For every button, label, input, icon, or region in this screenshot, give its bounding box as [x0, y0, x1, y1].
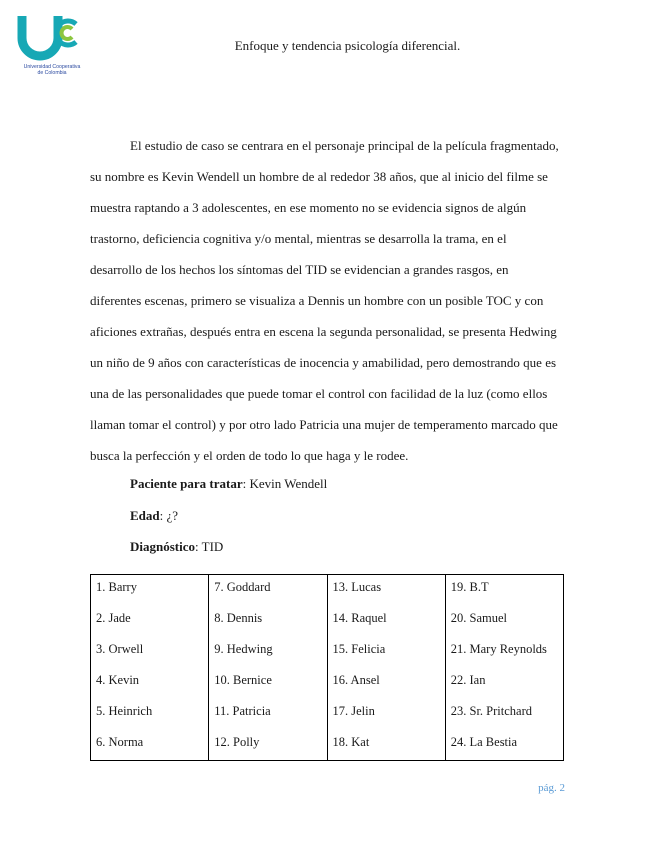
table-row	[91, 575, 564, 607]
table-cell: 6. Norma	[91, 730, 209, 761]
header-title: Enfoque y tendencia psicología diferencial.	[234, 38, 461, 53]
diagnosis-line	[130, 539, 223, 555]
table-row	[91, 606, 564, 637]
page-number: pág. 2	[538, 782, 565, 794]
table-cell: 24. La Bestia	[445, 730, 563, 761]
body-text	[90, 130, 560, 471]
diagnosis-label: Diagnóstico	[130, 539, 195, 554]
table-cell: 13. Lucas	[327, 575, 445, 607]
table-cell: 3. Orwell	[91, 637, 209, 668]
table-row	[91, 668, 564, 699]
personalities-table	[90, 574, 564, 761]
table-row	[91, 730, 564, 761]
table-cell: 17. Jelin	[327, 699, 445, 730]
table-cell: 16. Ansel	[327, 668, 445, 699]
table-cell: 15. Felicia	[327, 637, 445, 668]
table-cell: 10. Bernice	[209, 668, 327, 699]
patient-value: : Kevin Wendell	[242, 476, 328, 491]
table-cell: 22. Ian	[445, 668, 563, 699]
table-cell: 2. Jade	[91, 606, 209, 637]
age-value: : ¿?	[159, 508, 179, 523]
age-line	[130, 508, 178, 524]
patient-line	[130, 476, 327, 492]
table-cell: 20. Samuel	[445, 606, 563, 637]
diagnosis-value: : TID	[195, 539, 224, 554]
logo-caption-line2: de Colombia	[37, 70, 67, 76]
table-cell: 12. Polly	[209, 730, 327, 761]
logo-caption-line1: Universidad Cooperativa	[23, 64, 81, 70]
table-cell: 11. Patricia	[209, 699, 327, 730]
table-cell: 1. Barry	[91, 575, 209, 607]
table-row	[91, 699, 564, 730]
table-cell: 7. Goddard	[209, 575, 327, 607]
table-cell: 8. Dennis	[209, 606, 327, 637]
table-cell: 4. Kevin	[91, 668, 209, 699]
age-label: Edad	[130, 508, 160, 523]
table-cell: 21. Mary Reynolds	[445, 637, 563, 668]
table-cell: 19. B.T	[445, 575, 563, 607]
table-cell: 5. Heinrich	[91, 699, 209, 730]
table-cell: 9. Hedwing	[209, 637, 327, 668]
patient-label: Paciente para tratar	[130, 476, 243, 491]
table-cell: 14. Raquel	[327, 606, 445, 637]
table-row	[91, 637, 564, 668]
table-cell: 18. Kat	[327, 730, 445, 761]
logo-caption	[14, 64, 90, 76]
case-study-paragraph: El estudio de caso se centrara en el personaje principal de la película fragmentado, su nombre es Kevin Wendell un hombre de al rededor 38 años, que al inicio del filme se muestra raptando a 3 adolescentes, en ese momento no se evidencia signos de algún trastorno, deficiencia cognitiva y/o mental, mientras se desarrolla la trama, en el desarrollo de los hechos los síntomas del TID se evidencian a grandes rasgos, en diferentes escenas, primero se visualiza a Dennis un hombre con un posible TOC y con aficiones extrañas, después entra en escena la segunda personalidad, se presenta Hedwing un niño de 9 años con características de inocencia y amabilidad, pero demostrando que es una de las personalidades que puede tomar el control con facilidad de la luz (como ellos llaman tomar el control) y por otro lado Patricia una mujer de temperamento marcado que busca la perfección y el orden de todo lo que haga y le rodee.	[90, 138, 559, 463]
table-cell: 23. Sr. Pritchard	[445, 699, 563, 730]
